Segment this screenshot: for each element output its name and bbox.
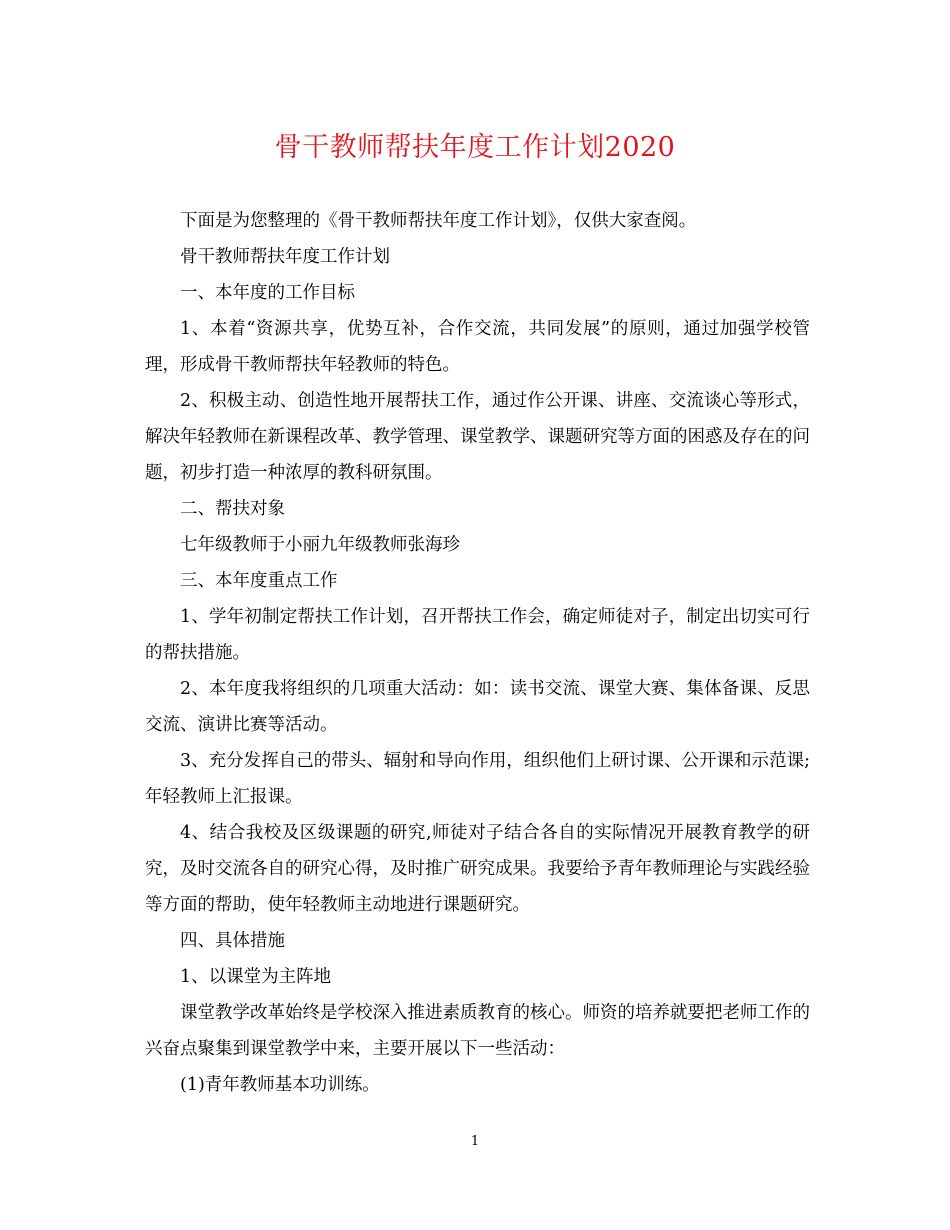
paragraph-intro: 下面是为您整理的《骨干教师帮扶年度工作计划》，仅供大家查阅。 [180, 211, 697, 231]
paragraph-goal-2: 2、积极主动、创造性地开展帮扶工作，通过作公开课、讲座、交流谈心等形式，解决年轻教师在新课程改革、教学管理、课堂教学、课题研究等方面的困惑及存在的问题，初步打造一种浓厚的教科研氛围。 [145, 391, 810, 483]
paragraph-work-4: 4、结合我校及区级课题的研究,师徒对子结合各自的实际情况开展教育教学的研究，及时交流各自的研究心得，及时推广研究成果。我要给予青年教师理论与实践经验等方面的帮助，使年轻教师主动地进行课题研究。 [145, 823, 810, 915]
paragraph-work-3: 3、充分发挥自己的带头、辐射和导向作用，组织他们上研讨课、公开课和示范课;年轻教师上汇报课。 [145, 751, 810, 807]
heading-section-4: 四、具体措施 [180, 931, 285, 951]
paragraph-work-2: 2、本年度我将组织的几项重大活动：如：读书交流、课堂大赛、集体备课、反思交流、演讲比赛等活动。 [145, 679, 810, 735]
paragraph-classroom: 课堂教学改革始终是学校深入推进素质教育的核心。师资的培养就要把老师工作的兴奋点聚集到课堂教学中来，主要开展以下一些活动： [145, 1003, 810, 1059]
paragraph-goal-1: 1、本着“资源共享，优势互补，合作交流，共同发展”的原则，通过加强学校管理，形成骨干教师帮扶年轻教师的特色。 [145, 319, 810, 375]
paragraph-plan-name: 骨干教师帮扶年度工作计划 [180, 247, 390, 267]
paragraph-measure-1: 1、以课堂为主阵地 [180, 967, 332, 987]
heading-section-3: 三、本年度重点工作 [180, 571, 338, 591]
heading-section-1: 一、本年度的工作目标 [180, 283, 355, 303]
document-title: 骨干教师帮扶年度工作计划2020 [274, 132, 676, 163]
document-body [145, 203, 810, 1103]
page-number: 1 [470, 1134, 480, 1149]
paragraph-work-1: 1、学年初制定帮扶工作计划，召开帮扶工作会，确定师徒对子，制定出切实可行的帮扶措施。 [145, 607, 810, 663]
paragraph-training: (1)青年教师基本功训练。 [180, 1075, 380, 1095]
heading-section-2: 二、帮扶对象 [180, 499, 285, 519]
paragraph-targets: 七年级教师于小丽九年级教师张海珍 [180, 535, 460, 555]
